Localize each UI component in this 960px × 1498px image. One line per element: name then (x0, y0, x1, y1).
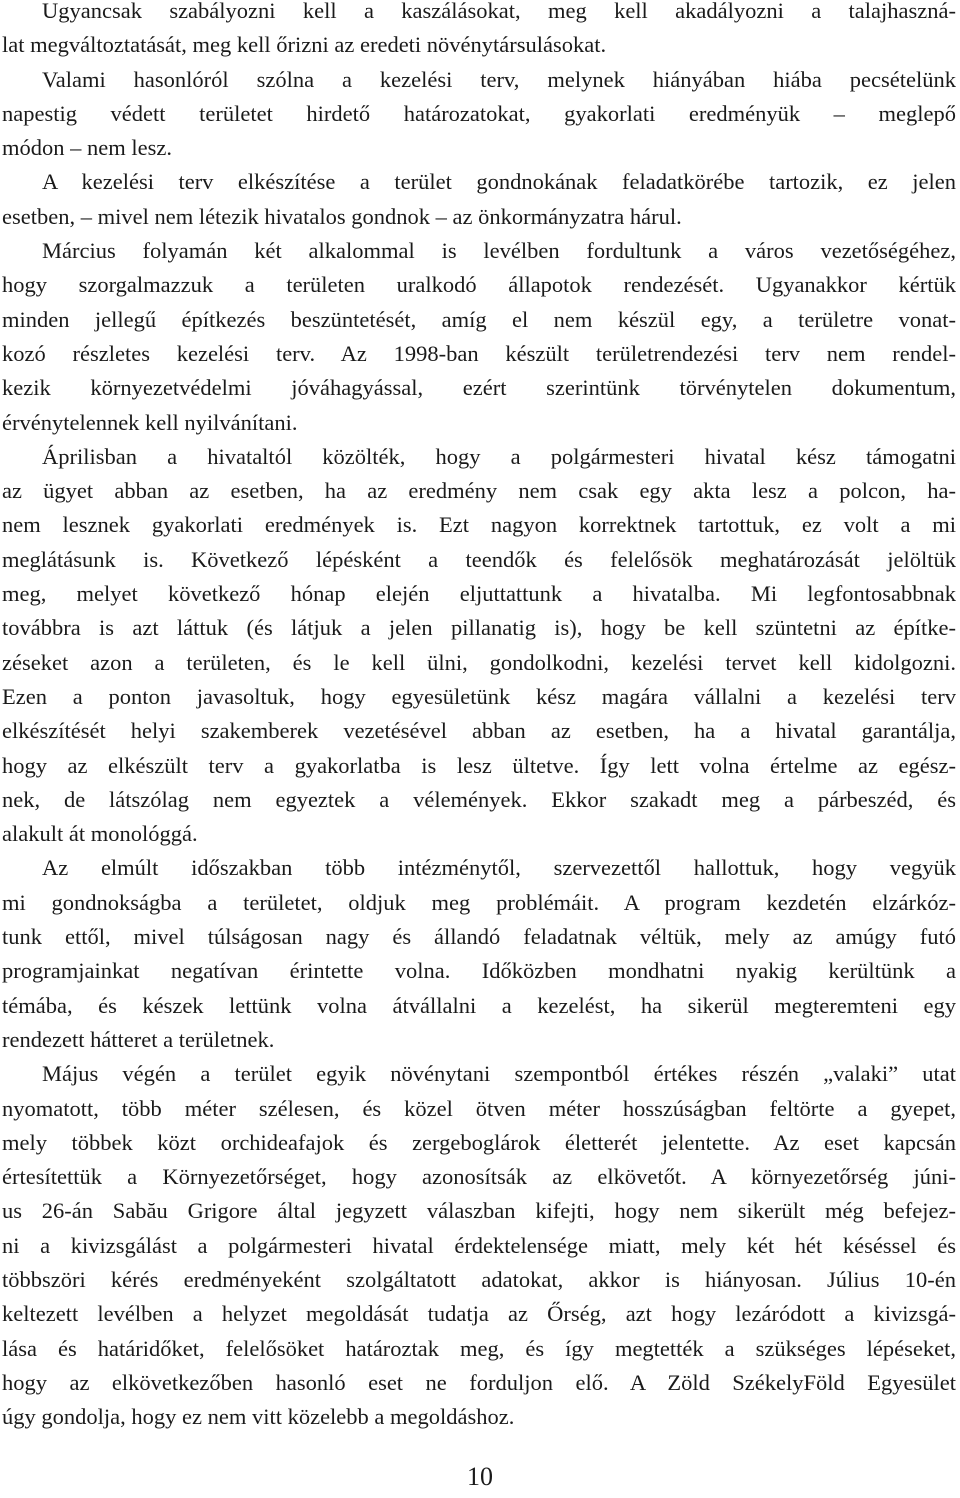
text-line: nek, de látszólag nem egyeztek a vélemények. Ekkor szakadt meg a párbeszéd, és (2, 786, 956, 812)
text-line: Áprilisban a hivataltól közölték, hogy a polgármesteri hivatal kész támogatni (42, 443, 956, 469)
text-line: esetben, – mivel nem létezik hivatalos gondnok – az önkormányzatra hárul. (2, 203, 682, 229)
text-line: mi gondnokságba a területet, oldjuk meg problémáit. A program kezdetén elzárkóz- (2, 889, 956, 915)
text-line: us 26-án Sabău Grigore által jegyzett válaszban kifejti, hogy nem sikerült még befejez- (2, 1198, 956, 1224)
text-line: Március folyamán két alkalommal is levélben fordultunk a város vezetőségéhez, (42, 238, 956, 264)
text-line: Valami hasonlóról szólna a kezelési terv, melynek hiányában hiába pecsételünk (42, 66, 956, 92)
text-line: kozó részletes kezelési terv. Az 1998-ban készült területrendezési terv nem rendel- (2, 340, 956, 366)
text-line: tunk ettől, mivel túlságosan nagy és állandó feladatnak véltük, mely az amúgy futó (2, 924, 956, 950)
text-line: ni a kivizsgálást a polgármesteri hivatal érdektelensége miatt, mely két hét késéssel és (2, 1232, 956, 1258)
text-line: Május végén a terület egyik növénytani szempontból értékes részén „valaki” utat (42, 1061, 956, 1087)
text-line: keltezett levélben a helyzet megoldását tudatja az Őrség, azt hogy lezáródott a kivizsgá- (2, 1301, 956, 1327)
text-line: lása és határidőket, felelősöket határoztak meg, és így megtették a szükséges lépéseket, (2, 1335, 956, 1361)
text-line: módon – nem lesz. (2, 135, 172, 161)
text-line: napestig védett területet hirdető határozatokat, gyakorlati eredményük – meglepő (2, 100, 956, 126)
page-number: 10 (467, 1462, 493, 1491)
text-line: nyomatott, több méter szélesen, és közel ötven méter hosszúságban feltörte a gyepet, (2, 1095, 956, 1121)
text-line: A kezelési terv elkészítése a terület gondnokának feladatkörébe tartozik, ez jelen (42, 169, 956, 195)
text-line: elkészítését helyi szakemberek vezetésével abban az esetben, ha a hivatal garantálja, (2, 718, 956, 744)
text-line: mely többek közt orchideafajok és zergeboglárok életterét jelentette. Az eset kapcsán (2, 1129, 956, 1155)
text-line: nem lesznek gyakorlati eredmények is. Ezt nagyon korrektnek tartottuk, ez volt a mi (2, 512, 956, 538)
text-line: Az elmúlt időszakban több intézménytől, szervezettől hallottuk, hogy vegyük (42, 855, 956, 881)
text-line: Ugyancsak szabályozni kell a kaszálásokat, meg kell akadályozni a talajhaszná- (42, 0, 956, 23)
text-line: kezik környezetvédelmi jóváhagyással, ezért szerintünk törvénytelen dokumentum, (2, 375, 956, 401)
text-line: programjainkat negatívan érintette volna. Időközben mondhatni nyakig kerültünk a (2, 958, 956, 984)
text-line: az ügyet abban az esetben, ha az eredmény nem csak egy akta lesz a polcon, ha- (2, 478, 956, 504)
text-line: alakult át monológgá. (2, 821, 198, 847)
text-line: minden jellegű építkezés beszüntetését, amíg el nem készül egy, a területre vonat- (2, 306, 956, 332)
text-line: továbbra is azt láttuk (és látjuk a jelen pillanatig is), hogy be kell szüntetni az építke- (2, 615, 956, 641)
text-line: többszöri kérés eredményeként szolgáltatott adatokat, akkor is hiányosan. Július 10-én (2, 1266, 956, 1292)
text-line: zéseket azon a területen, és le kell ülni, gondolkodni, kezelési tervet kell kidolgozni. (2, 649, 956, 675)
text-line: hogy az elkészült terv a gyakorlatba is lesz ültetve. Így lett volna értelme az egész- (2, 752, 956, 778)
text-line: hogy szorgalmazzuk a területen uralkodó állapotok rendezését. Ugyanakkor kértük (2, 272, 956, 298)
text-line: hogy az elkövetkezőben hasonló eset ne forduljon elő. A Zöld SzékelyFöld Egyesület (2, 1369, 956, 1395)
body-text (2, 0, 956, 1434)
text-line: rendezett hátteret a területnek. (2, 1026, 275, 1052)
text-line: értesítettük a Környezetőrséget, hogy azonosítsák az elkövetőt. A környezetőrség júni- (2, 1164, 956, 1190)
text-line: lat megváltoztatását, meg kell őrizni az eredeti növénytársulásokat. (2, 32, 607, 58)
text-line: meg, melyet következő hónap elején eljuttattunk a hivatalba. Mi legfontosabbnak (2, 581, 956, 607)
text-line: érvénytelennek kell nyilvánítani. (2, 409, 298, 435)
text-line: témába, és készek lettünk volna átvállalni a kezelést, ha sikerül megteremteni egy (2, 992, 956, 1018)
text-line: Ezen a ponton javasoltuk, hogy egyesületünk kész magára vállalni a kezelési terv (2, 683, 956, 709)
text-line: úgy gondolja, hogy ez nem vitt közelebb a megoldáshoz. (2, 1404, 515, 1430)
text-line: meglátásunk is. Következő lépésként a teendők és felelősök meghatározását jelöltük (2, 546, 956, 572)
